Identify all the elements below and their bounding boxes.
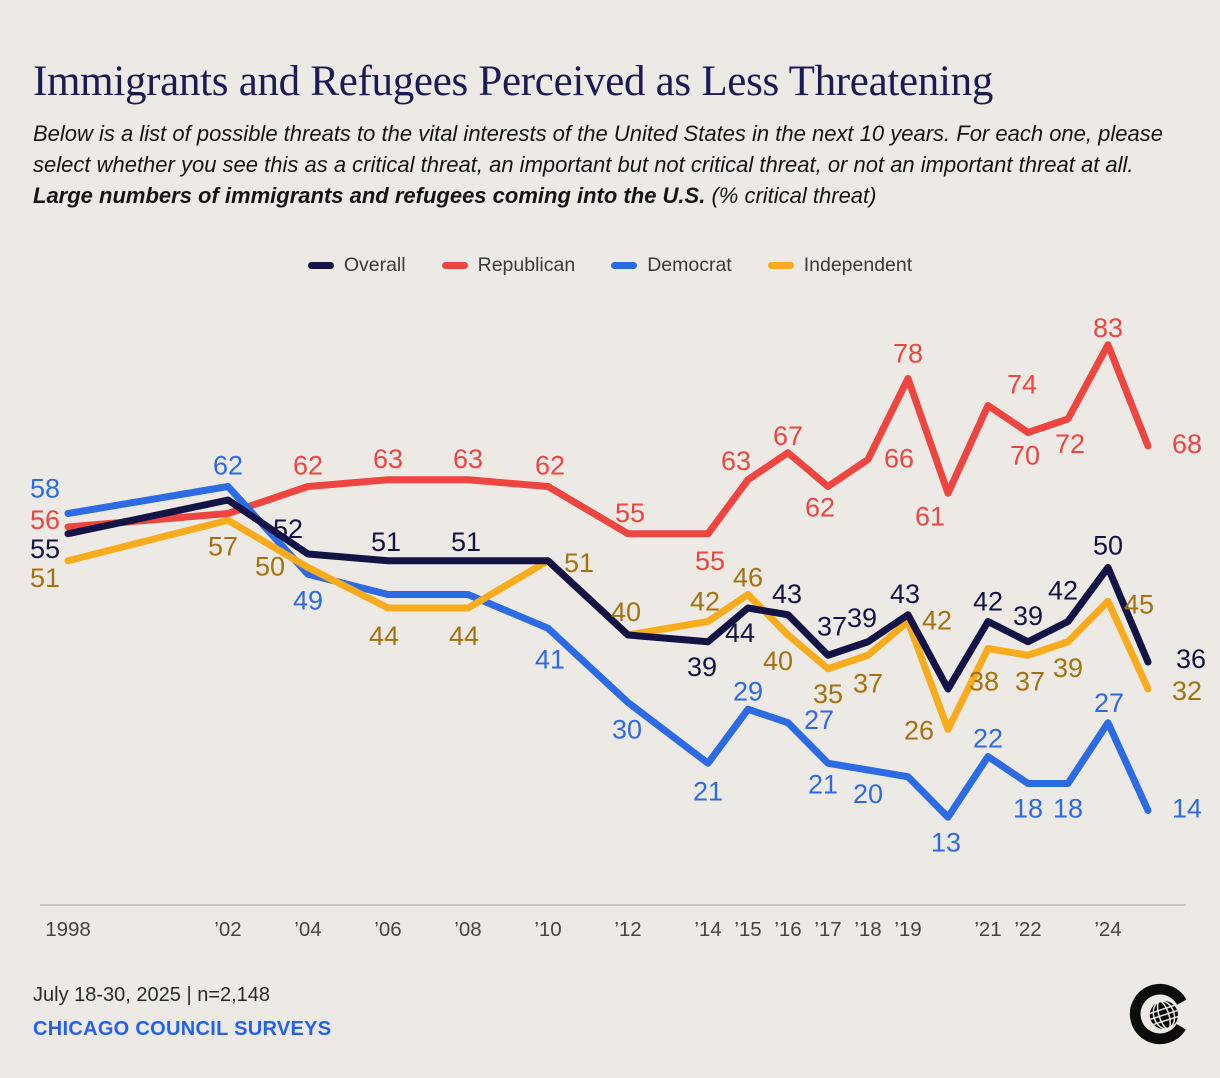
value-label-independent: 46 bbox=[732, 562, 764, 593]
value-label-independent: 40 bbox=[610, 597, 642, 627]
value-label-democrat: 20 bbox=[852, 779, 884, 809]
value-label-democrat: 49 bbox=[292, 585, 324, 616]
value-label-independent: 42 bbox=[922, 605, 953, 636]
value-label-democrat: 18 bbox=[1052, 793, 1084, 824]
x-tick-label: ’14 bbox=[694, 918, 722, 941]
value-label-overall: 37 bbox=[816, 611, 848, 642]
value-label-republican: 61 bbox=[914, 501, 946, 532]
value-label-republican: 63 bbox=[372, 443, 404, 474]
value-label-republican: 83 bbox=[1092, 312, 1124, 343]
value-label-independent: 38 bbox=[968, 666, 1000, 697]
value-label-overall: 44 bbox=[724, 618, 756, 648]
value-label-republican: 66 bbox=[884, 443, 915, 474]
value-label-democrat: 29 bbox=[732, 676, 764, 707]
x-tick-label: ’19 bbox=[894, 918, 922, 941]
value-label-independent: 51 bbox=[564, 547, 595, 578]
value-label-democrat: 21 bbox=[807, 769, 839, 800]
value-label-democrat: 27 bbox=[804, 704, 835, 735]
x-tick-label: ’22 bbox=[1014, 918, 1042, 941]
chicago-council-logo-icon bbox=[1126, 980, 1194, 1048]
subtitle-question-text: Below is a list of possible threats to the vital interests of the United States in the next 10 years. For each one, please select whether you see this as a critical threat, an important but not critical threat, or not an important threat at all. bbox=[33, 121, 1163, 177]
value-label-democrat: 30 bbox=[611, 714, 643, 745]
page-title: Immigrants and Refugees Perceived as Less Threatening bbox=[33, 57, 994, 105]
x-tick-label: ’04 bbox=[294, 918, 322, 941]
value-label-democrat: 13 bbox=[930, 827, 962, 858]
value-label-democrat: 14 bbox=[1172, 793, 1203, 824]
x-tick-label: ’17 bbox=[814, 918, 842, 941]
legend-label: Independent bbox=[803, 254, 913, 276]
value-label-independent: 26 bbox=[903, 715, 934, 746]
value-label-independent: 35 bbox=[812, 678, 844, 709]
value-label-independent: 45 bbox=[1124, 589, 1155, 620]
value-label-republican: 63 bbox=[720, 445, 752, 476]
x-tick-label: ’12 bbox=[614, 918, 642, 941]
value-label-democrat: 62 bbox=[212, 450, 244, 481]
value-label-independent: 42 bbox=[689, 586, 721, 617]
value-label-overall: 39 bbox=[846, 602, 878, 633]
x-tick-label: ’24 bbox=[1094, 918, 1122, 941]
x-tick-label: ’15 bbox=[734, 918, 762, 941]
value-label-democrat: 22 bbox=[972, 723, 1004, 754]
value-label-independent: 50 bbox=[254, 551, 286, 582]
value-label-democrat: 18 bbox=[1012, 793, 1044, 824]
value-label-republican: 55 bbox=[694, 545, 726, 576]
subtitle-threat-item: Large numbers of immigrants and refugees coming into the U.S. bbox=[33, 183, 706, 208]
value-label-overall: 52 bbox=[272, 514, 304, 544]
x-tick-label: ’16 bbox=[774, 918, 802, 941]
value-label-democrat: 27 bbox=[1093, 687, 1125, 718]
value-label-independent: 39 bbox=[1052, 652, 1084, 683]
value-label-independent: 32 bbox=[1172, 676, 1203, 706]
value-label-republican: 62 bbox=[292, 450, 324, 481]
value-label-overall: 51 bbox=[370, 526, 402, 557]
value-label-republican: 74 bbox=[1006, 369, 1038, 400]
value-label-republican: 78 bbox=[892, 338, 924, 369]
value-label-republican: 72 bbox=[1054, 429, 1086, 459]
value-label-republican: 55 bbox=[614, 497, 646, 528]
x-tick-label: ’10 bbox=[534, 918, 562, 941]
value-label-independent: 44 bbox=[448, 621, 480, 651]
value-label-republican: 62 bbox=[534, 450, 566, 481]
legend-label: Republican bbox=[477, 254, 576, 276]
x-tick-label: ’02 bbox=[214, 918, 242, 941]
value-label-republican: 63 bbox=[452, 443, 484, 474]
x-tick-label: ’21 bbox=[974, 918, 1002, 941]
value-label-independent: 57 bbox=[207, 531, 239, 562]
x-tick-label: ’18 bbox=[854, 918, 882, 941]
x-tick-label: ’06 bbox=[374, 918, 402, 941]
value-label-overall: 42 bbox=[1047, 575, 1079, 606]
value-label-independent: 40 bbox=[762, 646, 794, 676]
value-label-republican: 70 bbox=[1009, 440, 1041, 471]
survey-date-sample: July 18-30, 2025 | n=2,148 bbox=[33, 984, 271, 1006]
value-label-republican: 56 bbox=[29, 505, 60, 535]
value-label-overall: 36 bbox=[1176, 644, 1207, 674]
value-label-democrat: 21 bbox=[692, 776, 724, 807]
value-label-overall: 39 bbox=[686, 651, 718, 682]
legend-label: Democrat bbox=[647, 254, 732, 276]
value-label-republican: 62 bbox=[804, 492, 836, 523]
value-label-overall: 51 bbox=[450, 526, 482, 557]
value-label-overall: 42 bbox=[972, 586, 1004, 617]
value-label-republican: 68 bbox=[1172, 429, 1203, 459]
subtitle-units: (% critical threat) bbox=[705, 183, 877, 208]
value-label-overall: 39 bbox=[1012, 600, 1044, 631]
value-label-republican: 67 bbox=[772, 420, 804, 451]
value-label-overall: 43 bbox=[771, 578, 803, 609]
value-label-independent: 51 bbox=[29, 562, 60, 593]
x-tick-label: 1998 bbox=[45, 918, 91, 941]
value-label-democrat: 58 bbox=[29, 473, 60, 504]
value-label-independent: 37 bbox=[1014, 666, 1046, 697]
value-label-overall: 50 bbox=[1092, 530, 1124, 561]
value-label-independent: 37 bbox=[852, 668, 884, 699]
value-label-overall: 55 bbox=[29, 533, 60, 564]
chicago-council-surveys-link: CHICAGO COUNCIL SURVEYS bbox=[33, 1018, 332, 1040]
value-label-overall: 43 bbox=[889, 578, 921, 609]
value-label-democrat: 41 bbox=[534, 644, 566, 675]
x-tick-label: ’08 bbox=[454, 918, 482, 941]
value-label-independent: 44 bbox=[368, 621, 400, 651]
legend-label: Overall bbox=[343, 254, 406, 276]
